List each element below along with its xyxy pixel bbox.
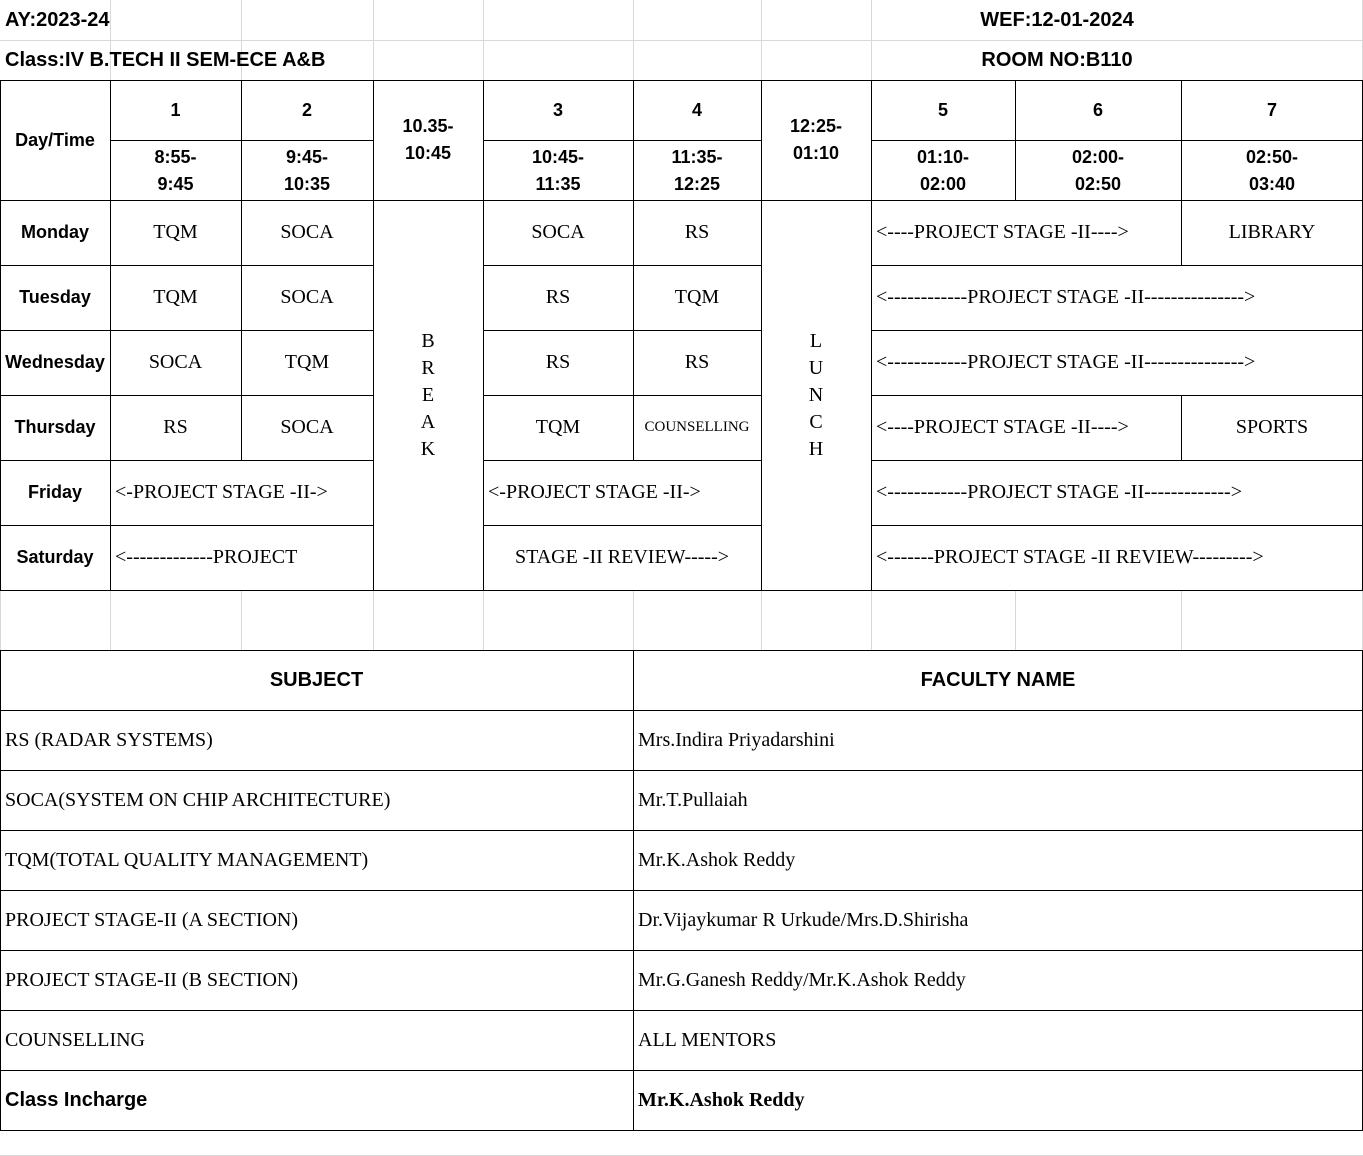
break-time (373, 80, 483, 200)
day-label-tuesday: Tuesday (19, 287, 91, 307)
slot-project: <-PROJECT STAGE -II-> (488, 481, 701, 503)
slot: SOCA (280, 221, 334, 243)
slot: RS (545, 286, 571, 308)
period-time-start: 11:35- (671, 147, 723, 167)
period-time (633, 142, 761, 200)
period-time-start: 9:45- (285, 147, 329, 167)
subject-name: TQM(TOTAL QUALITY MANAGEMENT) (5, 848, 369, 871)
period-number: 7 (1266, 99, 1277, 120)
subject-name: COUNSELLING (5, 1028, 145, 1051)
subject-name: PROJECT STAGE-II (B SECTION) (5, 968, 299, 991)
day-label-wednesday: Wednesday (5, 352, 105, 372)
slot-project-review: STAGE -II REVIEW-----> (514, 546, 730, 568)
slot: TQM (674, 286, 720, 308)
slot: SOCA (531, 221, 585, 243)
slot: LIBRARY (1228, 221, 1316, 243)
slot: RS (163, 416, 188, 438)
lunch-time-start: 12:25- (789, 116, 843, 136)
slot: TQM (153, 221, 198, 243)
slot: TQM (535, 416, 581, 438)
lunch-column (761, 200, 871, 590)
faculty-header: FACULTY NAME (920, 668, 1076, 691)
lunch-letter: U (808, 356, 824, 379)
lunch-letter: H (808, 437, 824, 460)
period-time-end: 12:25 (673, 174, 721, 194)
period-time-end: 10:35 (283, 174, 331, 194)
class-incharge-name: Mr.K.Ashok Reddy (638, 1088, 805, 1111)
break-column (373, 200, 483, 590)
slot-project: <------------PROJECT STAGE -II---------------> (876, 286, 1256, 308)
slot: SOCA (280, 286, 334, 308)
lunch-letter: N (808, 383, 824, 406)
period-number: 4 (691, 99, 702, 120)
slot-project: <------------PROJECT STAGE -II---------------> (876, 351, 1256, 373)
slot: SPORTS (1235, 416, 1309, 438)
break-time-start: 10.35- (402, 116, 454, 136)
break-letter: A (420, 410, 436, 433)
period-time (1181, 142, 1363, 200)
academic-year: AY:2023-24 (5, 8, 110, 31)
slot-project-review: <-------------PROJECT (115, 546, 298, 568)
lunch-time (761, 80, 871, 200)
lunch-letter: C (809, 410, 823, 433)
period-time-start: 01:10- (916, 147, 970, 167)
slot: SOCA (280, 416, 334, 438)
period-time-end: 9:45 (157, 174, 194, 194)
period-time-start: 8:55- (154, 147, 197, 167)
lunch-letter: L (809, 329, 823, 352)
subject-header: SUBJECT (269, 668, 364, 691)
period-time-end: 02:00 (919, 174, 967, 194)
period-number: 6 (1092, 99, 1103, 120)
room-number: ROOM NO:B110 (981, 48, 1133, 71)
day-label-thursday: Thursday (14, 417, 96, 437)
break-letter: R (421, 356, 435, 379)
break-time-end: 10:45 (404, 143, 452, 163)
lunch-time-end: 01:10 (792, 143, 840, 163)
period-time-start: 02:00- (1071, 147, 1125, 167)
slot: RS (684, 221, 710, 243)
break-letter: B (421, 329, 435, 352)
break-letter: K (420, 437, 436, 460)
slot-project: <-PROJECT STAGE -II-> (115, 481, 328, 503)
period-time (1015, 142, 1181, 200)
subject-name: RS (RADAR SYSTEMS) (5, 728, 213, 751)
day-label-saturday: Saturday (16, 547, 94, 567)
day-label-friday: Friday (27, 482, 83, 502)
wef-date: WEF:12-01-2024 (980, 8, 1134, 31)
subject-name: SOCA(SYSTEM ON CHIP ARCHITECTURE) (5, 788, 391, 811)
period-time-end: 11:35 (535, 174, 581, 194)
slot: RS (684, 351, 710, 373)
period-time-end: 02:50 (1074, 174, 1122, 194)
faculty-name: ALL MENTORS (638, 1028, 777, 1051)
slot-project: <----PROJECT STAGE -II----> (876, 221, 1129, 243)
period-number: 5 (937, 99, 948, 120)
class-incharge-label: Class Incharge (5, 1088, 148, 1111)
period-time-start: 10:45- (531, 147, 585, 167)
period-time (871, 142, 1015, 200)
period-time-end: 03:40 (1248, 174, 1296, 194)
faculty-name: Mr.G.Ganesh Reddy/Mr.K.Ashok Reddy (638, 968, 966, 991)
period-number: 2 (301, 99, 312, 120)
day-time-header: Day/Time (15, 129, 95, 150)
slot: TQM (284, 351, 330, 373)
slot: TQM (153, 286, 198, 308)
slot-project-review: <-------PROJECT STAGE -II REVIEW---------> (876, 546, 1264, 568)
period-time (241, 142, 373, 200)
subject-name: PROJECT STAGE-II (A SECTION) (5, 908, 299, 931)
period-time-start: 02:50- (1245, 147, 1299, 167)
break-letter: E (421, 383, 435, 406)
period-number: 1 (170, 99, 181, 120)
faculty-name: Dr.Vijaykumar R Urkude/Mrs.D.Shirisha (638, 908, 969, 931)
faculty-name: Mrs.Indira Priyadarshini (638, 728, 835, 751)
slot-project: <------------PROJECT STAGE -II-------------> (876, 481, 1242, 503)
period-time (110, 142, 241, 200)
slot-project: <----PROJECT STAGE -II----> (876, 416, 1129, 438)
slot: RS (545, 351, 571, 373)
slot-counselling: COUNSELLING (644, 419, 750, 435)
faculty-name: Mr.T.Pullaiah (638, 788, 748, 811)
faculty-name: Mr.K.Ashok Reddy (638, 848, 796, 871)
slot: SOCA (148, 351, 203, 373)
period-time (483, 142, 633, 200)
class-info: Class:IV B.TECH II SEM-ECE A&B (5, 48, 326, 71)
period-number: 3 (552, 99, 563, 120)
day-label-monday: Monday (20, 222, 89, 242)
